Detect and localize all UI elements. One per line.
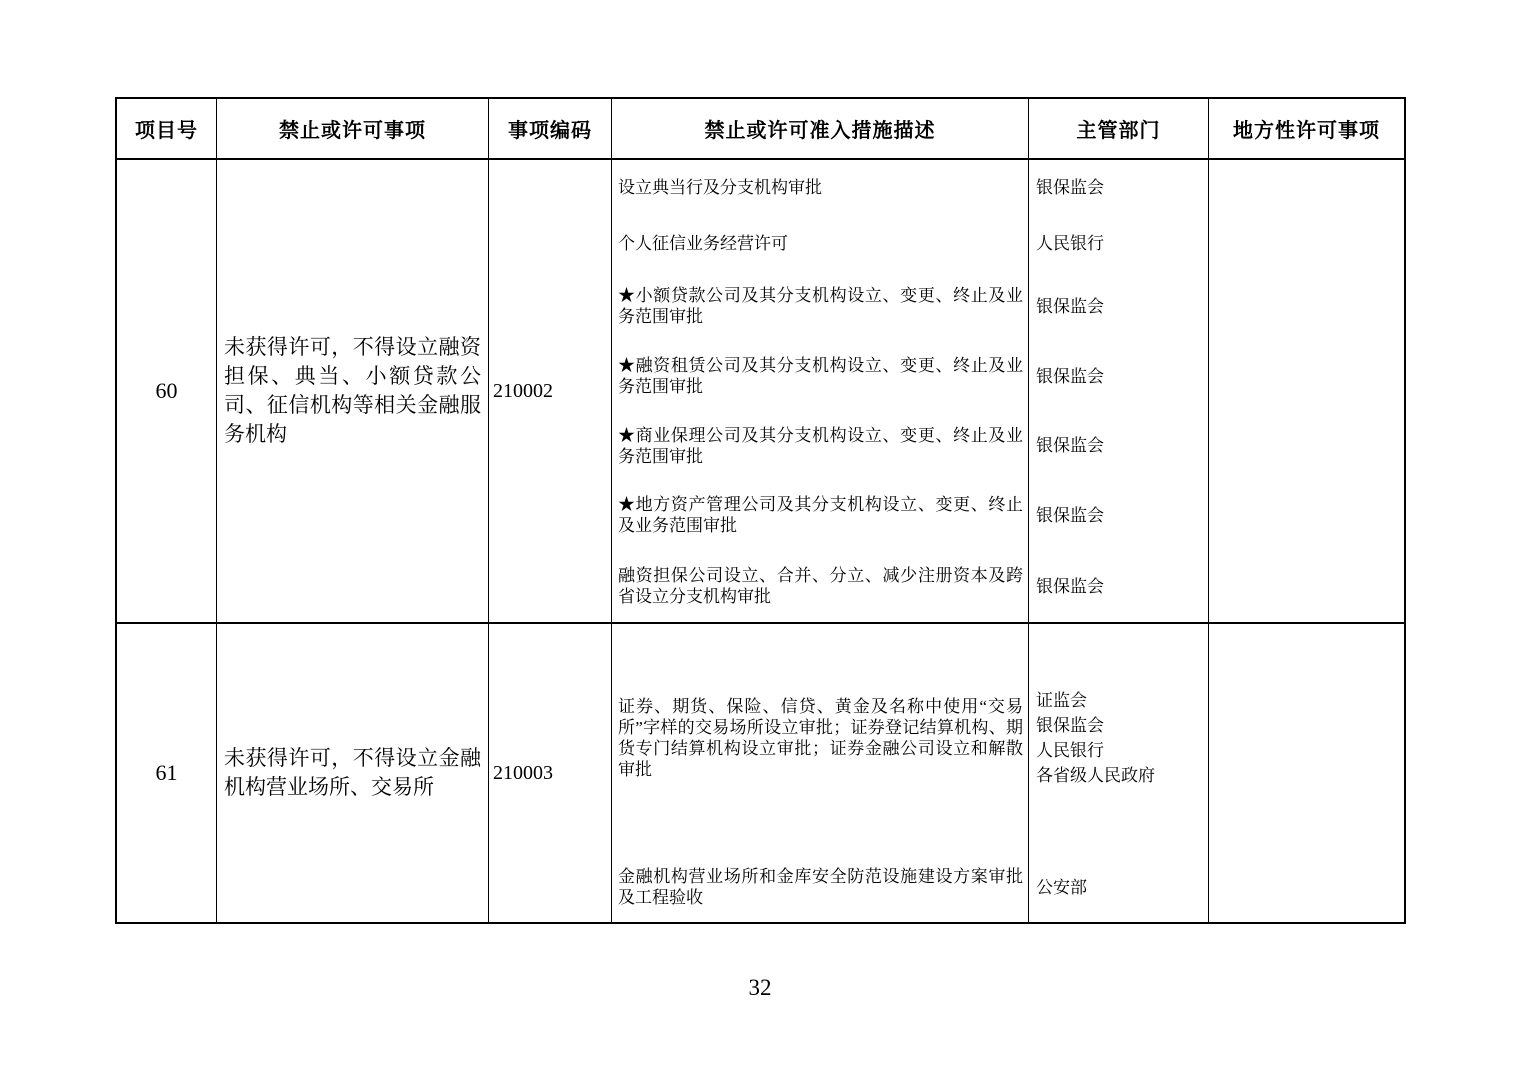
item-code: 210002 [489,160,612,622]
measure-row [612,550,1209,622]
header-department: 主管部门 [1029,99,1209,158]
department-cell [1029,272,1209,342]
measure-desc: ★小额贷款公司及其分支机构设立、变更、终止及业务范围审批 [618,286,1023,327]
measure-desc: 设立典当行及分支机构审批 [618,178,822,198]
item-number: 61 [117,624,217,922]
measure-row [612,624,1209,852]
measure-desc: 证券、期货、保险、信贷、黄金及名称中使用“交易所”字样的交易场所设立审批；证券登记结算机构、期货专门结算机构设立审批；证券金融公司设立和解散审批 [618,697,1023,779]
department-label: 各省级人民政府 [1036,766,1155,785]
department-label: 银保监会 [1036,366,1104,386]
measure-desc: 个人征信业务经营许可 [618,234,788,254]
measure-desc-cell [612,852,1029,922]
measure-desc-cell [612,411,1029,481]
table-row-61 [117,624,1404,922]
department-cell [1029,160,1209,216]
header-local-permit: 地方性许可事项 [1233,120,1380,142]
measure-row [612,272,1209,342]
department-label: 银保监会 [1036,505,1104,525]
measure-row [612,216,1209,272]
measure-desc-cell [612,550,1029,622]
department-label: 银保监会 [1036,178,1104,198]
measure-desc: ★地方资产管理公司及其分支机构设立、变更、终止及业务范围审批 [618,495,1023,536]
department-cell [1029,481,1209,551]
item-number: 60 [117,160,217,622]
measure-desc-cell [612,481,1029,551]
page-number: 32 [748,975,772,1000]
measure-desc-cell [612,272,1029,342]
measure-desc: 金融机构营业场所和金库安全防范设施建设方案审批及工程验收 [618,867,1023,907]
table-row-60 [117,160,1404,624]
matter-cell [217,624,489,922]
measure-desc-cell [612,341,1029,411]
department-label: 公安部 [1036,877,1087,897]
department-cell [1029,852,1209,922]
department-label: 银保监会 [1036,716,1104,735]
measure-desc: ★商业保理公司及其分支机构设立、变更、终止及业务范围审批 [618,425,1023,466]
department-label: 银保监会 [1036,436,1104,456]
measures-group [612,160,1209,622]
department-cell [1029,411,1209,481]
matter-text: 未获得许可，不得设立融资担保、典当、小额贷款公司、征信机构等相关金融服务机构 [224,335,481,446]
header-matter: 禁止或许可事项 [217,99,489,158]
matter-text: 未获得许可，不得设立金融机构营业场所、交易所 [224,746,481,799]
department-label: 人民银行 [1036,741,1104,760]
department-label: 证监会 [1036,691,1087,710]
header-item-no: 项目号 [117,99,217,158]
table-header-row [117,99,1404,160]
department-label: 银保监会 [1036,576,1104,596]
department-cell [1029,216,1209,272]
measure-desc: 融资担保公司设立、合并、分立、减少注册资本及跨省设立分支机构审批 [618,566,1023,607]
department-label: 人民银行 [1036,234,1104,254]
department-cell [1029,550,1209,622]
local-permit-cell [1209,160,1404,622]
department-cell [1029,624,1209,852]
local-permit-cell [1209,624,1404,922]
matter-cell [217,160,489,622]
header-measure-desc: 禁止或许可准入措施描述 [612,99,1029,158]
measure-row [612,411,1209,481]
measure-row [612,341,1209,411]
department-label: 银保监会 [1036,296,1104,316]
measure-row [612,852,1209,922]
header-code: 事项编码 [489,99,612,158]
measure-row [612,481,1209,551]
measure-desc-cell [612,624,1029,852]
measure-desc-cell [612,160,1029,216]
measures-group [612,624,1209,922]
access-list-table [115,97,1406,924]
measure-desc: ★融资租赁公司及其分支机构设立、变更、终止及业务范围审批 [618,356,1023,397]
item-code: 210003 [489,624,612,922]
measure-row [612,160,1209,216]
measure-desc-cell [612,216,1029,272]
department-cell [1029,341,1209,411]
